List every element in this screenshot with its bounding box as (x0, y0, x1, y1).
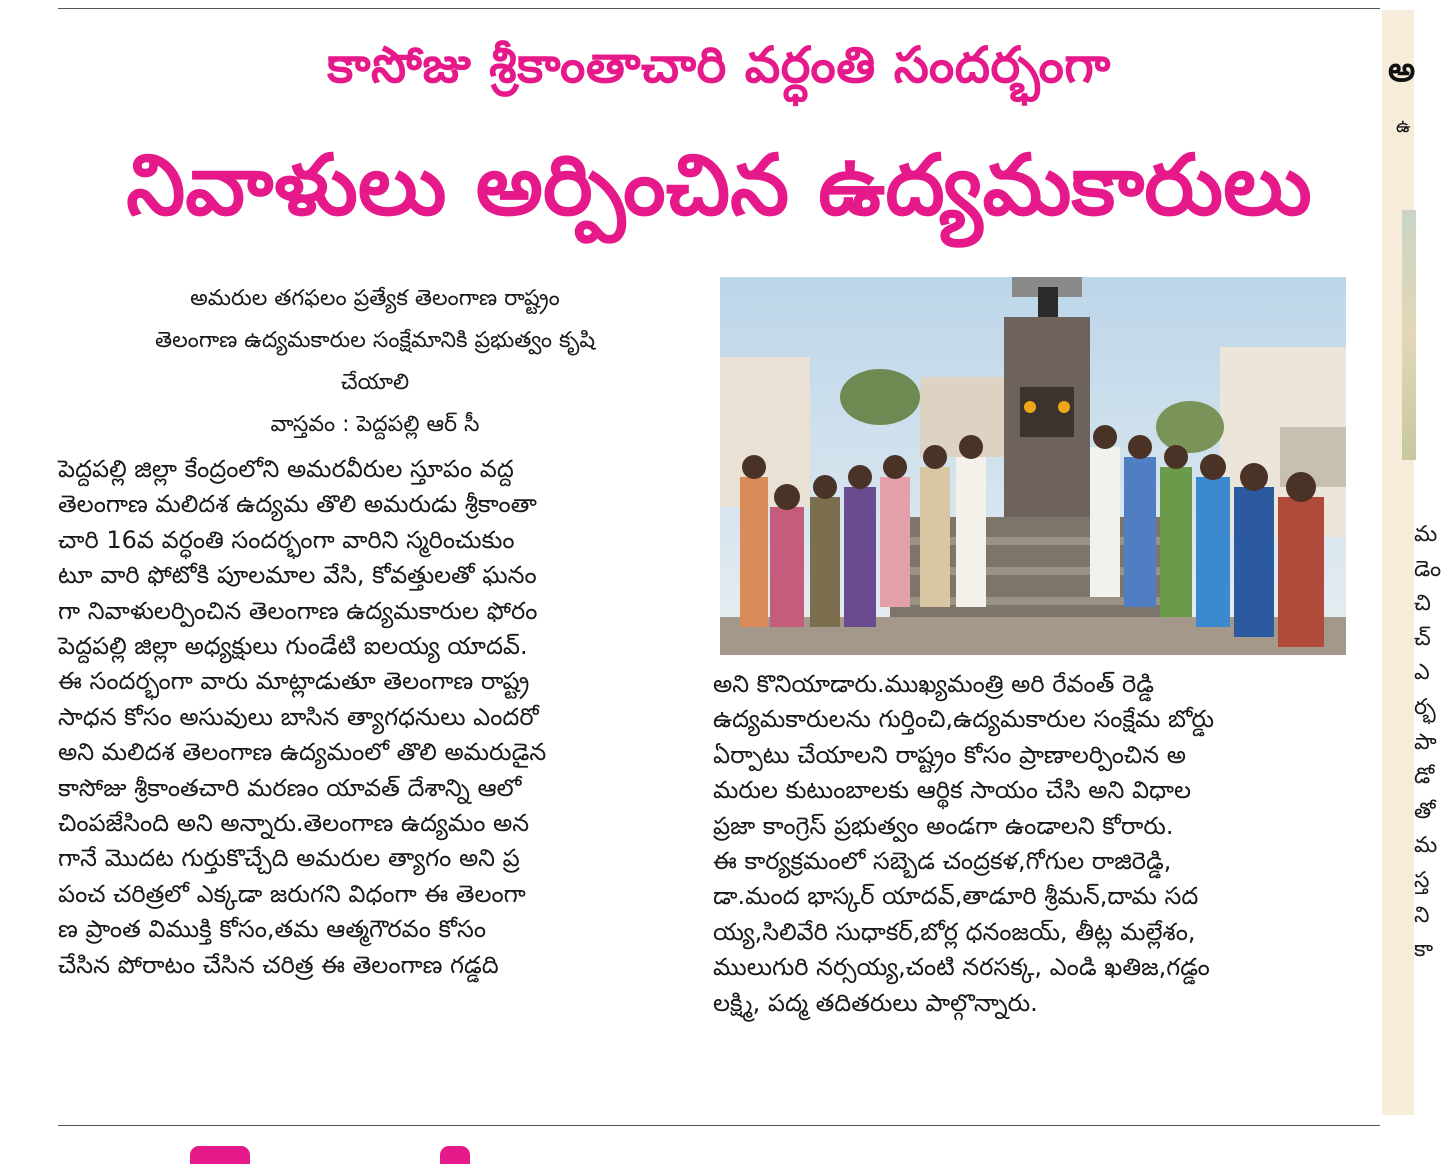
subhead-line-3: చేయాలి (340, 370, 410, 395)
adjacent-body-line: పా (1414, 729, 1437, 755)
adjacent-body-line: కా (1414, 937, 1434, 963)
adjacent-body-line: చ్ (1414, 625, 1431, 651)
body-mid-line: లక్ష్మి, పద్మ తదితరులు పాల్గొన్నారు. (713, 988, 1038, 1017)
body-left-line: టూ వారి ఫోటోకి పూలమాల వేసి, కోవత్తులతో ఘనం (58, 561, 537, 590)
adjacent-body-line: చి (1414, 591, 1431, 617)
adjacent-photo (1402, 210, 1416, 460)
body-left-line: పెద్దపల్లి జిల్లా అధ్యక్షులు గుండేటి ఐలయ్య యాదవ్. (58, 632, 528, 661)
body-mid-line: ఏర్పాటు చేయాలని రాష్ట్రం కోసం ప్రాణాలర్పించిన అ (713, 740, 1186, 769)
dateline: వాస్తవం : పెద్దపల్లి ఆర్ సీ (270, 412, 480, 437)
adjacent-article-strip (1382, 10, 1441, 1115)
body-left-line: చేసిన పోరాటం చేసిన చరిత్ర ఈ తెలంగాణ గడ్డది (58, 950, 499, 979)
body-left-line: చింపజేసింది అని అన్నారు.తెలంగాణ ఉద్యమం అన (58, 809, 530, 838)
subhead-line-2: తెలంగాణ ఉద్యమకారుల సంక్షేమానికి ప్రభుత్వం కృషి (154, 328, 596, 353)
adjacent-body-text (1414, 518, 1441, 968)
bottom-rule (58, 1125, 1380, 1126)
body-mid-line: మరుల కుటుంబాలకు ఆర్థిక సాయం చేసి అని విధాల (713, 776, 1191, 805)
body-left-line: ఈ సందర్భంగా వారు మాట్లాడుతూ తెలంగాణ రాష్ట్ర (58, 667, 530, 696)
body-mid-line: ఈ కార్యక్రమంలో సబ్బెడ చంద్రకళ,గోగుల రాజిరెడ్డి, (713, 847, 1172, 876)
body-mid-line: అని కొనియాడారు.ముఖ్యమంత్రి అరి రేవంత్ రెడ్డి (713, 670, 1154, 698)
adjacent-body-line: ర్భ (1414, 694, 1436, 720)
body-left-line: అని మలిదశ తెలంగాణ ఉద్యమంలో తొలి అమరుడైన (58, 738, 547, 767)
top-rule (58, 8, 1380, 9)
body-left-line: ణ ప్రాంత విముక్తి కోసం,తమ ఆత్మగౌరవం కోసం (58, 915, 487, 944)
body-mid-line: ములుగురి నర్సయ్య,చంటి నరసక్క, ఎండి ఖతిజ,గడ్డం (713, 953, 1210, 982)
adjacent-body-line: ఎ (1414, 660, 1430, 686)
body-left-line: చారి 16వ వర్ధంతి సందర్భంగా వారిని స్మరించుకుం (58, 525, 515, 554)
next-headline-fragment (440, 1146, 470, 1164)
subhead-line-1: అమరుల తగఫలం ప్రత్యేక తెలంగాణ రాష్ట్రం (190, 286, 560, 311)
adjacent-body-line: స్త (1414, 867, 1430, 893)
body-left-line: పెద్దపల్లి జిల్లా కేంద్రంలోని అమరవీరుల స్తూపం వద్ద (58, 455, 514, 483)
adjacent-body-line: తో (1414, 798, 1436, 824)
body-left-line: గా నివాళులర్పించిన తెలంగాణ ఉద్యమకారుల ఫోరం (58, 596, 538, 625)
subheads (70, 278, 680, 446)
body-left-line: గానే మొదట గుర్తుకొచ్చేది అమరుల త్యాగం అని ప్ర (58, 844, 520, 873)
adjacent-body-line: మ (1414, 833, 1438, 859)
next-headline-fragment (190, 1146, 250, 1164)
adjacent-subhead: ఉ (1396, 116, 1411, 137)
photo-illustration (720, 277, 1346, 655)
news-photo (720, 277, 1346, 655)
body-mid-line: డా.మంద భాస్కర్ యాదవ్,తాడూరి శ్రీమన్,దామ సద (713, 882, 1199, 911)
body-mid-line: య్య,సిలివేరి సుధాకర్,బోర్ల ధనంజయ్, తీట్ల మల్లేశం, (713, 917, 1196, 946)
adjacent-body-line: ని (1414, 902, 1430, 928)
adjacent-body-line: డెం (1414, 556, 1441, 582)
body-left-line: పంచ చరిత్రలో ఎక్కడా జరుగని విధంగా ఈ తెలంగా (58, 879, 526, 908)
body-left-line: తెలంగాణ మలిదశ ఉద్యమ తొలి అమరుడు శ్రీకాంతా (58, 490, 537, 519)
body-column-middle (713, 667, 1343, 1021)
body-mid-line: ఉద్యమకారులను గుర్తించి,ఉద్యమకారుల సంక్షేమ బోర్డు (713, 705, 1215, 734)
body-mid-line: ప్రజా కాంగ్రెస్ ప్రభుత్వం అండగా ఉండాలని కోరారు. (713, 811, 1174, 840)
adjacent-body-line: మ (1414, 522, 1438, 547)
adjacent-body-line: డో (1414, 764, 1435, 790)
body-left-line: సాధన కోసం అసువులు బాసిన త్యాగధనులు ఎందరో (58, 702, 539, 731)
body-left-line: కాసోజు శ్రీకాంతచారి మరణం యావత్ దేశాన్ని ఆలో (58, 773, 522, 802)
headline-main: నివాళులు అర్పించిన ఉద్యమకారులు (126, 136, 1312, 234)
body-column-left (58, 452, 680, 983)
headline-kicker: కాసోజు శ్రీకాంతాచారి వర్ధంతి సందర్భంగా (327, 36, 1111, 94)
adjacent-headline: అ (1388, 50, 1416, 90)
